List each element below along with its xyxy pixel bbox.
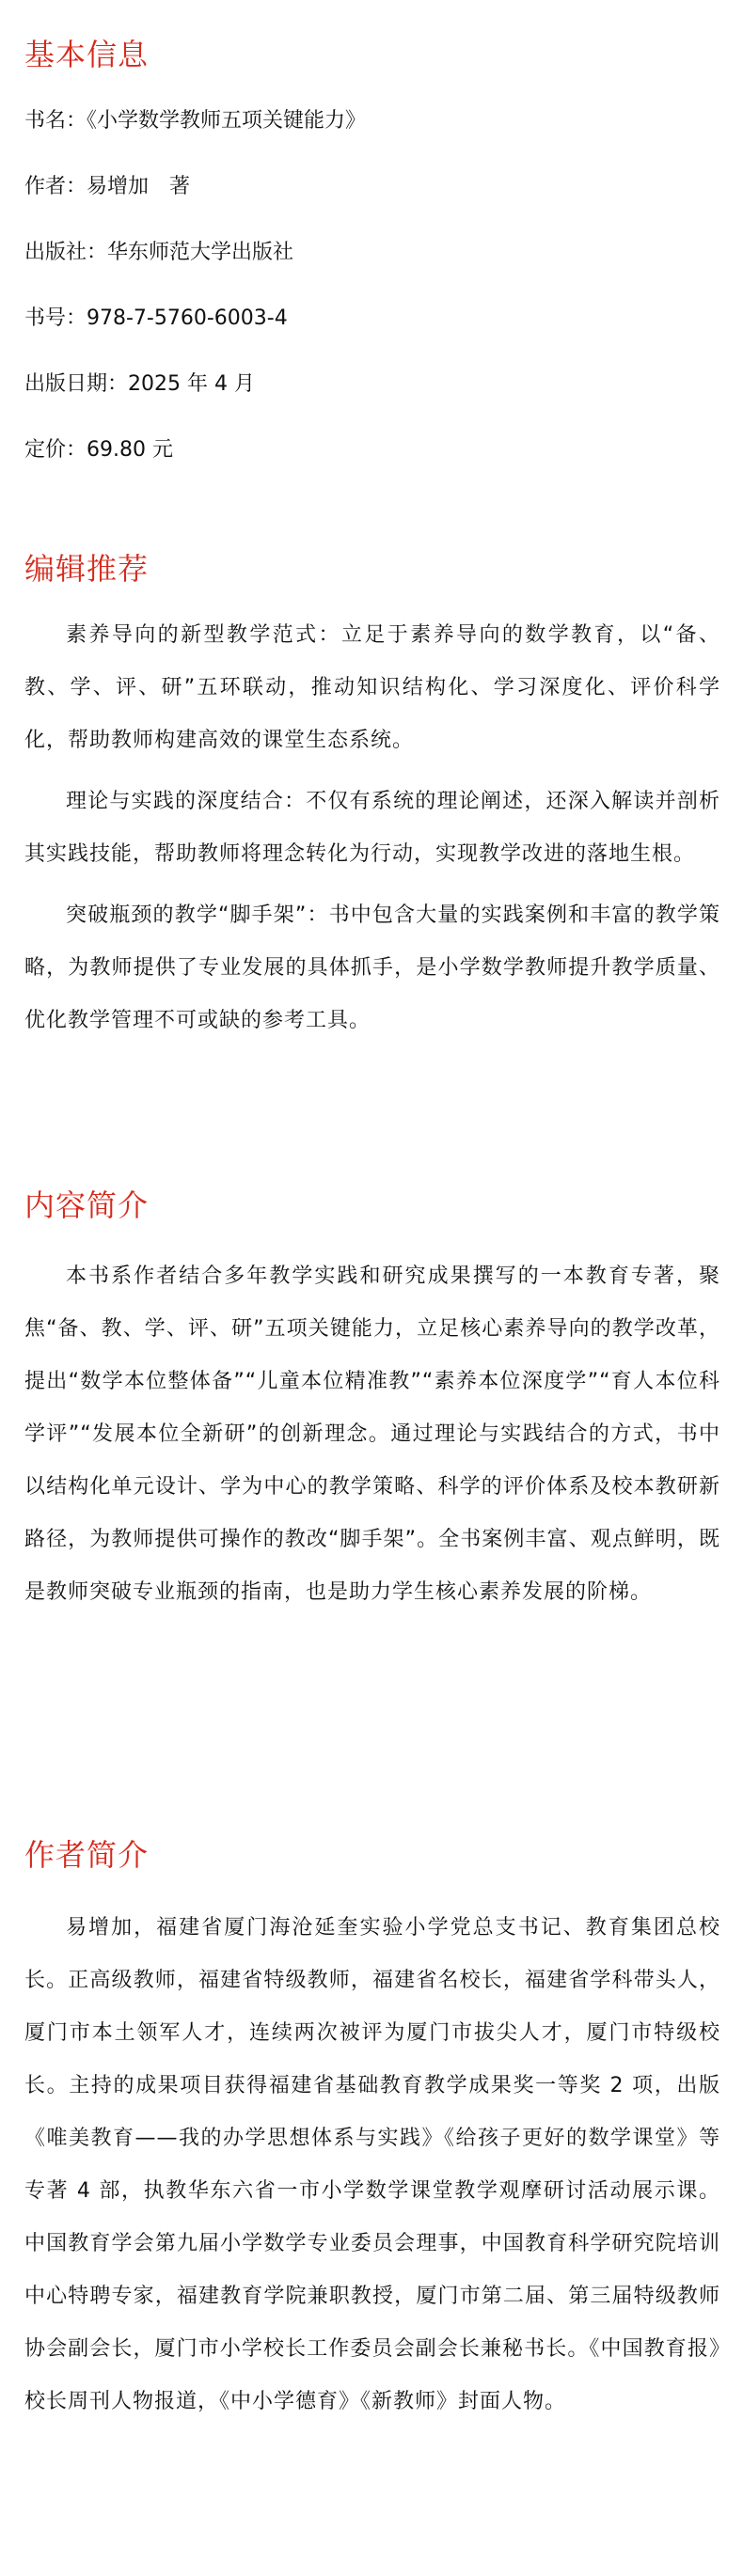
- book-isbn: 书号：978-7-5760-6003-4: [24, 306, 288, 330]
- author-intro-body: [24, 1902, 720, 2428]
- author-intro-paragraph: 易增加，福建省厦门海沧延奎实验小学党总支书记、教育集团总校长。正高级教师，福建省特级教师，福建省名校长，福建省学科带头人，厦门市本土领军人才，连续两次被评为厦门市拔尖人才，厦门市特级校长。主持的成果项目获得福建省基础教育教学成果奖一等奖 2 项，出版《唯美教育——我的办学思想体系与实践》《给孩子更好的数学课堂》等专著 4 部，执教华东六省一市小学数学课堂教学观摩研讨活动展示课。中国教育学会第九届小学数学专业委员会理事，中国教育科学研究院培训中心特聘专家，福建教育学院兼职教授，厦门市第二届、第三届特级教师协会副会长，厦门市小学校长工作委员会副会长兼秘书长。《中国教育报》校长周刊人物报道，《中小学德育》《新教师》封面人物。: [24, 1916, 720, 2413]
- content-summary-paragraph: 本书系作者结合多年教学实践和研究成果撰写的一本教育专著，聚焦“备、教、学、评、研”五项关键能力，立足核心素养导向的教学改革，提出“数学本位整体备”“儿童本位精准教”“素养本位深度学”“育人本位科学评”“发展本位全新研”的创新理念。通过理论与实践结合的方式，书中以结构化单元设计、学为中心的教学策略、科学的评价体系及校本教研新路径，为教师提供可操作的教改“脚手架”。全书案例丰富、观点鲜明，既是教师突破专业瓶颈的指南，也是助力学生核心素养发展的阶梯。: [24, 1264, 720, 1604]
- editor-recommendation-body: [24, 609, 720, 1056]
- editor-recommendation-paragraph: 素养导向的新型教学范式：立足于素养导向的数学教育，以“备、教、学、评、研”五环联动，推动知识结构化、学习深度化、评价科学化，帮助教师构建高效的课堂生态系统。: [24, 623, 720, 752]
- editor-recommendation-paragraph: 理论与实践的深度结合：不仅有系统的理论阐述，还深入解读并剖析其实践技能，帮助教师将理念转化为行动，实现教学改进的落地生根。: [24, 790, 720, 866]
- section-title-basic-info: 基本信息: [24, 37, 150, 72]
- basic-info-list: [24, 107, 366, 502]
- book-publish-date: 出版日期：2025 年 4 月: [24, 372, 255, 396]
- section-title-editor-recommendation: 编辑推荐: [24, 551, 150, 587]
- content-summary-body: [24, 1250, 720, 1619]
- section-title-content-summary: 内容简介: [24, 1187, 150, 1223]
- book-publisher: 出版社：华东师范大学出版社: [24, 241, 294, 264]
- section-title-author-intro: 作者简介: [24, 1837, 150, 1873]
- book-author: 作者：易增加 著: [24, 175, 191, 198]
- editor-recommendation-paragraph: 突破瓶颈的教学“脚手架”：书中包含大量的实践案例和丰富的教学策略，为教师提供了专业发展的具体抓手，是小学数学教师提升教学质量、优化教学管理不可或缺的参考工具。: [24, 903, 720, 1032]
- book-name: 书名：《小学数学教师五项关键能力》: [24, 109, 367, 133]
- book-price: 定价：69.80 元: [24, 438, 173, 462]
